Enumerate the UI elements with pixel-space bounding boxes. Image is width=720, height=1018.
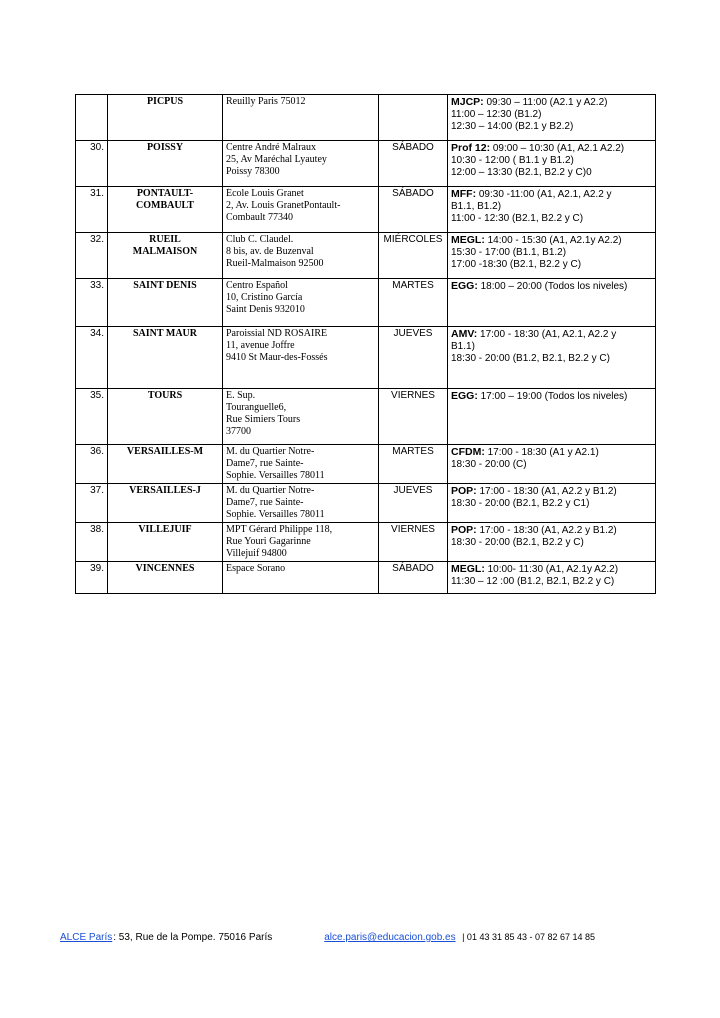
weekday: SÁBADO <box>379 187 448 233</box>
venue-address <box>223 389 379 445</box>
row-number: 39. <box>76 562 108 594</box>
schedule-line <box>451 96 652 109</box>
city-name-line: SAINT MAUR <box>133 328 197 339</box>
row-number: 38. <box>76 523 108 562</box>
schedule-line <box>451 353 652 365</box>
footer-address: : 53, Rue de la Pompe. 75016 París <box>113 932 273 943</box>
schedule-time: 17:00 - 18:30 (A1, A2.2 y B1.2) <box>479 486 617 497</box>
schedule-time: 09:30 – 11:00 (A2.1 y A2.2) <box>486 97 608 108</box>
weekday: MIÉRCOLES <box>379 233 448 279</box>
address-line: Dame7, rue Sainte- <box>226 497 304 508</box>
alce-paris-link[interactable]: ALCE París <box>60 932 113 943</box>
schedule-line <box>451 563 652 576</box>
address-line: 8 bis, av. de Buzenval <box>226 246 314 257</box>
table-row <box>76 187 656 233</box>
schedule-table <box>75 94 656 594</box>
schedule-time: 18:30 - 20:00 (C) <box>451 459 527 470</box>
city-name-line: MALMAISON <box>132 246 198 257</box>
city-name-line: PICPUS <box>146 96 184 107</box>
schedule-time: 09:00 – 10:30 (A1, A2.1 A2.2) <box>492 143 625 154</box>
city-name <box>108 484 223 523</box>
venue-address <box>223 279 379 327</box>
venue-address <box>223 95 379 141</box>
group-code: EGG: <box>451 280 478 292</box>
table-row <box>76 445 656 484</box>
schedule-time: 18:30 - 20:00 (B1.2, B2.1, B2.2 y C) <box>451 353 610 364</box>
weekday: VIERNES <box>379 523 448 562</box>
schedule-line <box>451 259 652 271</box>
schedule-line <box>451 167 652 179</box>
weekday: MARTES <box>379 445 448 484</box>
schedule-time: 17:00 – 19:00 (Todos los niveles) <box>480 391 628 402</box>
city-name-line: PONTAULT- <box>136 188 194 199</box>
table-row <box>76 233 656 279</box>
schedule-time: 18:30 - 20:00 (B2.1, B2.2 y C) <box>451 537 584 548</box>
address-line: 9410 St Maur-des-Fossés <box>226 352 328 363</box>
city-name <box>108 445 223 484</box>
schedule-line <box>451 121 652 133</box>
address-line: Touranguelle6, <box>226 402 287 413</box>
address-line: Dame7, rue Sainte- <box>226 458 304 469</box>
schedule-line <box>451 576 652 588</box>
schedule-time: 18:00 – 20:00 (Todos los niveles) <box>480 281 628 292</box>
city-name <box>108 95 223 141</box>
group-schedule <box>448 141 656 187</box>
table-row <box>76 562 656 594</box>
venue-address <box>223 233 379 279</box>
venue-address <box>223 523 379 562</box>
weekday: JUEVES <box>379 484 448 523</box>
group-code: MJCP: <box>451 96 484 108</box>
city-name-line: POISSY <box>146 142 184 153</box>
schedule-time: B1.1, B1.2) <box>451 201 502 212</box>
venue-address <box>223 187 379 233</box>
row-number: 33. <box>76 279 108 327</box>
address-line: Club C. Claudel. <box>226 234 294 245</box>
address-line: M. du Quartier Notre- <box>226 485 315 496</box>
address-line: 2, Av. Louis GranetPontault- <box>226 200 341 211</box>
city-name-line: TOURS <box>147 390 183 401</box>
schedule-line <box>451 446 652 459</box>
page-footer <box>60 932 670 943</box>
address-line: Rueil-Malmaison 92500 <box>226 258 324 269</box>
schedule-time: 17:00 -18:30 (B2.1, B2.2 y C) <box>451 259 582 270</box>
schedule-line <box>451 155 652 167</box>
venue-address <box>223 484 379 523</box>
schedule-time: 12:30 – 14:00 (B2.1 y B2.2) <box>451 121 574 132</box>
city-name-line: VERSAILLES-J <box>129 485 201 496</box>
group-schedule <box>448 279 656 327</box>
schedule-line <box>451 109 652 121</box>
address-line: M. du Quartier Notre- <box>226 446 315 457</box>
schedule-line <box>451 459 652 471</box>
address-line: École Louis Granet <box>226 188 304 199</box>
row-number: 32. <box>76 233 108 279</box>
weekday: MARTES <box>379 279 448 327</box>
table-row <box>76 95 656 141</box>
email-link[interactable]: alce.paris@educacion.gob.es <box>324 932 456 943</box>
weekday: SÁBADO <box>379 562 448 594</box>
city-name <box>108 187 223 233</box>
schedule-time: 14:00 - 15:30 (A1, A2.1y A2.2) <box>487 235 622 246</box>
schedule-line <box>451 390 652 403</box>
group-code: MEGL: <box>451 563 485 575</box>
schedule-time: 10:00- 11:30 (A1, A2.1y A2.2) <box>487 564 619 575</box>
venue-address <box>223 327 379 389</box>
schedule-table-body <box>76 95 656 594</box>
group-code: POP: <box>451 524 477 536</box>
schedule-line <box>451 498 652 510</box>
row-number: 34. <box>76 327 108 389</box>
footer-phones: | 01 43 31 85 43 - 07 82 67 14 85 <box>459 932 596 942</box>
group-code: MFF: <box>451 188 477 200</box>
address-line: Centro Español <box>226 280 288 291</box>
address-line: Rue Simiers Tours <box>226 414 301 425</box>
group-schedule <box>448 327 656 389</box>
venue-address <box>223 445 379 484</box>
schedule-line <box>451 247 652 259</box>
group-schedule <box>448 562 656 594</box>
address-line: Saint Denis 932010 <box>226 304 305 315</box>
weekday: SÁBADO <box>379 141 448 187</box>
schedule-line <box>451 280 652 293</box>
address-line: 10, Cristino García <box>226 292 303 303</box>
city-name <box>108 327 223 389</box>
schedule-time: 09:30 -11:00 (A1, A2.1, A2.2 y <box>478 189 612 200</box>
schedule-line <box>451 213 652 225</box>
city-name-line: RUEIL <box>149 234 181 245</box>
address-line: Rue Youri Gagarinne <box>226 536 311 547</box>
group-code: Prof 12: <box>451 142 491 154</box>
city-name <box>108 233 223 279</box>
row-number: 36. <box>76 445 108 484</box>
city-name-line: SAINT DENIS <box>133 280 197 291</box>
address-line: Paroissial ND ROSAIRE <box>226 328 328 339</box>
schedule-time: 12:00 – 13:30 (B2.1, B2.2 y C)0 <box>451 167 592 178</box>
table-row <box>76 279 656 327</box>
address-line: Espace Sorano <box>226 563 286 574</box>
weekday <box>379 95 448 141</box>
group-schedule <box>448 484 656 523</box>
address-line: E. Sup. <box>226 390 256 401</box>
schedule-line <box>451 341 652 353</box>
schedule-time: 10:30 - 12:00 ( B1.1 y B1.2) <box>451 155 574 166</box>
city-name-line: VINCENNES <box>135 563 195 574</box>
group-schedule <box>448 95 656 141</box>
schedule-time: 17:00 - 18:30 (A1 y A2.1) <box>487 447 599 458</box>
schedule-line <box>451 328 652 341</box>
schedule-line <box>451 142 652 155</box>
address-line: MPT Gérard Philippe 118, <box>226 524 333 535</box>
address-line: Centre André Malraux <box>226 142 316 153</box>
schedule-time: 11:30 – 12 :00 (B1.2, B2.1, B2.2 y C) <box>451 576 615 587</box>
schedule-time: 11:00 - 12:30 (B2.1, B2.2 y C) <box>451 213 584 224</box>
row-number: 35. <box>76 389 108 445</box>
schedule-line <box>451 524 652 537</box>
row-number: 37. <box>76 484 108 523</box>
schedule-line <box>451 234 652 247</box>
address-line: Combault 77340 <box>226 212 293 223</box>
schedule-time: B1.1) <box>451 341 475 352</box>
table-row <box>76 523 656 562</box>
address-line: Poissy 78300 <box>226 166 280 177</box>
city-name <box>108 279 223 327</box>
schedule-time: 17:00 - 18:30 (A1, A2.1, A2.2 y <box>480 329 617 340</box>
city-name <box>108 389 223 445</box>
schedule-time: 11:00 – 12:30 (B1.2) <box>451 109 542 120</box>
schedule-line <box>451 485 652 498</box>
table-row <box>76 141 656 187</box>
schedule-line <box>451 201 652 213</box>
weekday: VIERNES <box>379 389 448 445</box>
city-name-line: COMBAULT <box>136 200 194 211</box>
row-number: 31. <box>76 187 108 233</box>
schedule-time: 18:30 - 20:00 (B2.1, B2.2 y C1) <box>451 498 590 509</box>
schedule-time: 15:30 - 17:00 (B1.1, B1.2) <box>451 247 567 258</box>
row-number <box>76 95 108 141</box>
address-line: 25, Av Maréchal Lyautey <box>226 154 327 165</box>
city-name <box>108 141 223 187</box>
row-number: 30. <box>76 141 108 187</box>
schedule-line <box>451 537 652 549</box>
group-code: AMV: <box>451 328 478 340</box>
group-code: POP: <box>451 485 477 497</box>
table-row <box>76 389 656 445</box>
table-row <box>76 327 656 389</box>
city-name <box>108 523 223 562</box>
group-schedule <box>448 445 656 484</box>
city-name <box>108 562 223 594</box>
address-line: Sophie. Versailles 78011 <box>226 470 325 481</box>
schedule-line <box>451 188 652 201</box>
group-schedule <box>448 233 656 279</box>
address-line: Villejuif 94800 <box>226 548 287 559</box>
city-name-line: VERSAILLES-M <box>126 446 204 457</box>
group-code: MEGL: <box>451 234 485 246</box>
venue-address <box>223 141 379 187</box>
address-line: Sophie. Versailles 78011 <box>226 509 325 520</box>
address-line: 37700 <box>226 426 251 437</box>
group-schedule <box>448 187 656 233</box>
weekday: JUEVES <box>379 327 448 389</box>
group-code: CFDM: <box>451 446 485 458</box>
city-name-line: VILLEJUIF <box>138 524 192 535</box>
table-row <box>76 484 656 523</box>
schedule-time: 17:00 - 18:30 (A1, A2.2 y B1.2) <box>479 525 617 536</box>
group-code: EGG: <box>451 390 478 402</box>
address-line: Reuilly Paris 75012 <box>226 96 306 107</box>
group-schedule <box>448 389 656 445</box>
group-schedule <box>448 523 656 562</box>
venue-address <box>223 562 379 594</box>
address-line: 11, avenue Joffre <box>226 340 295 351</box>
